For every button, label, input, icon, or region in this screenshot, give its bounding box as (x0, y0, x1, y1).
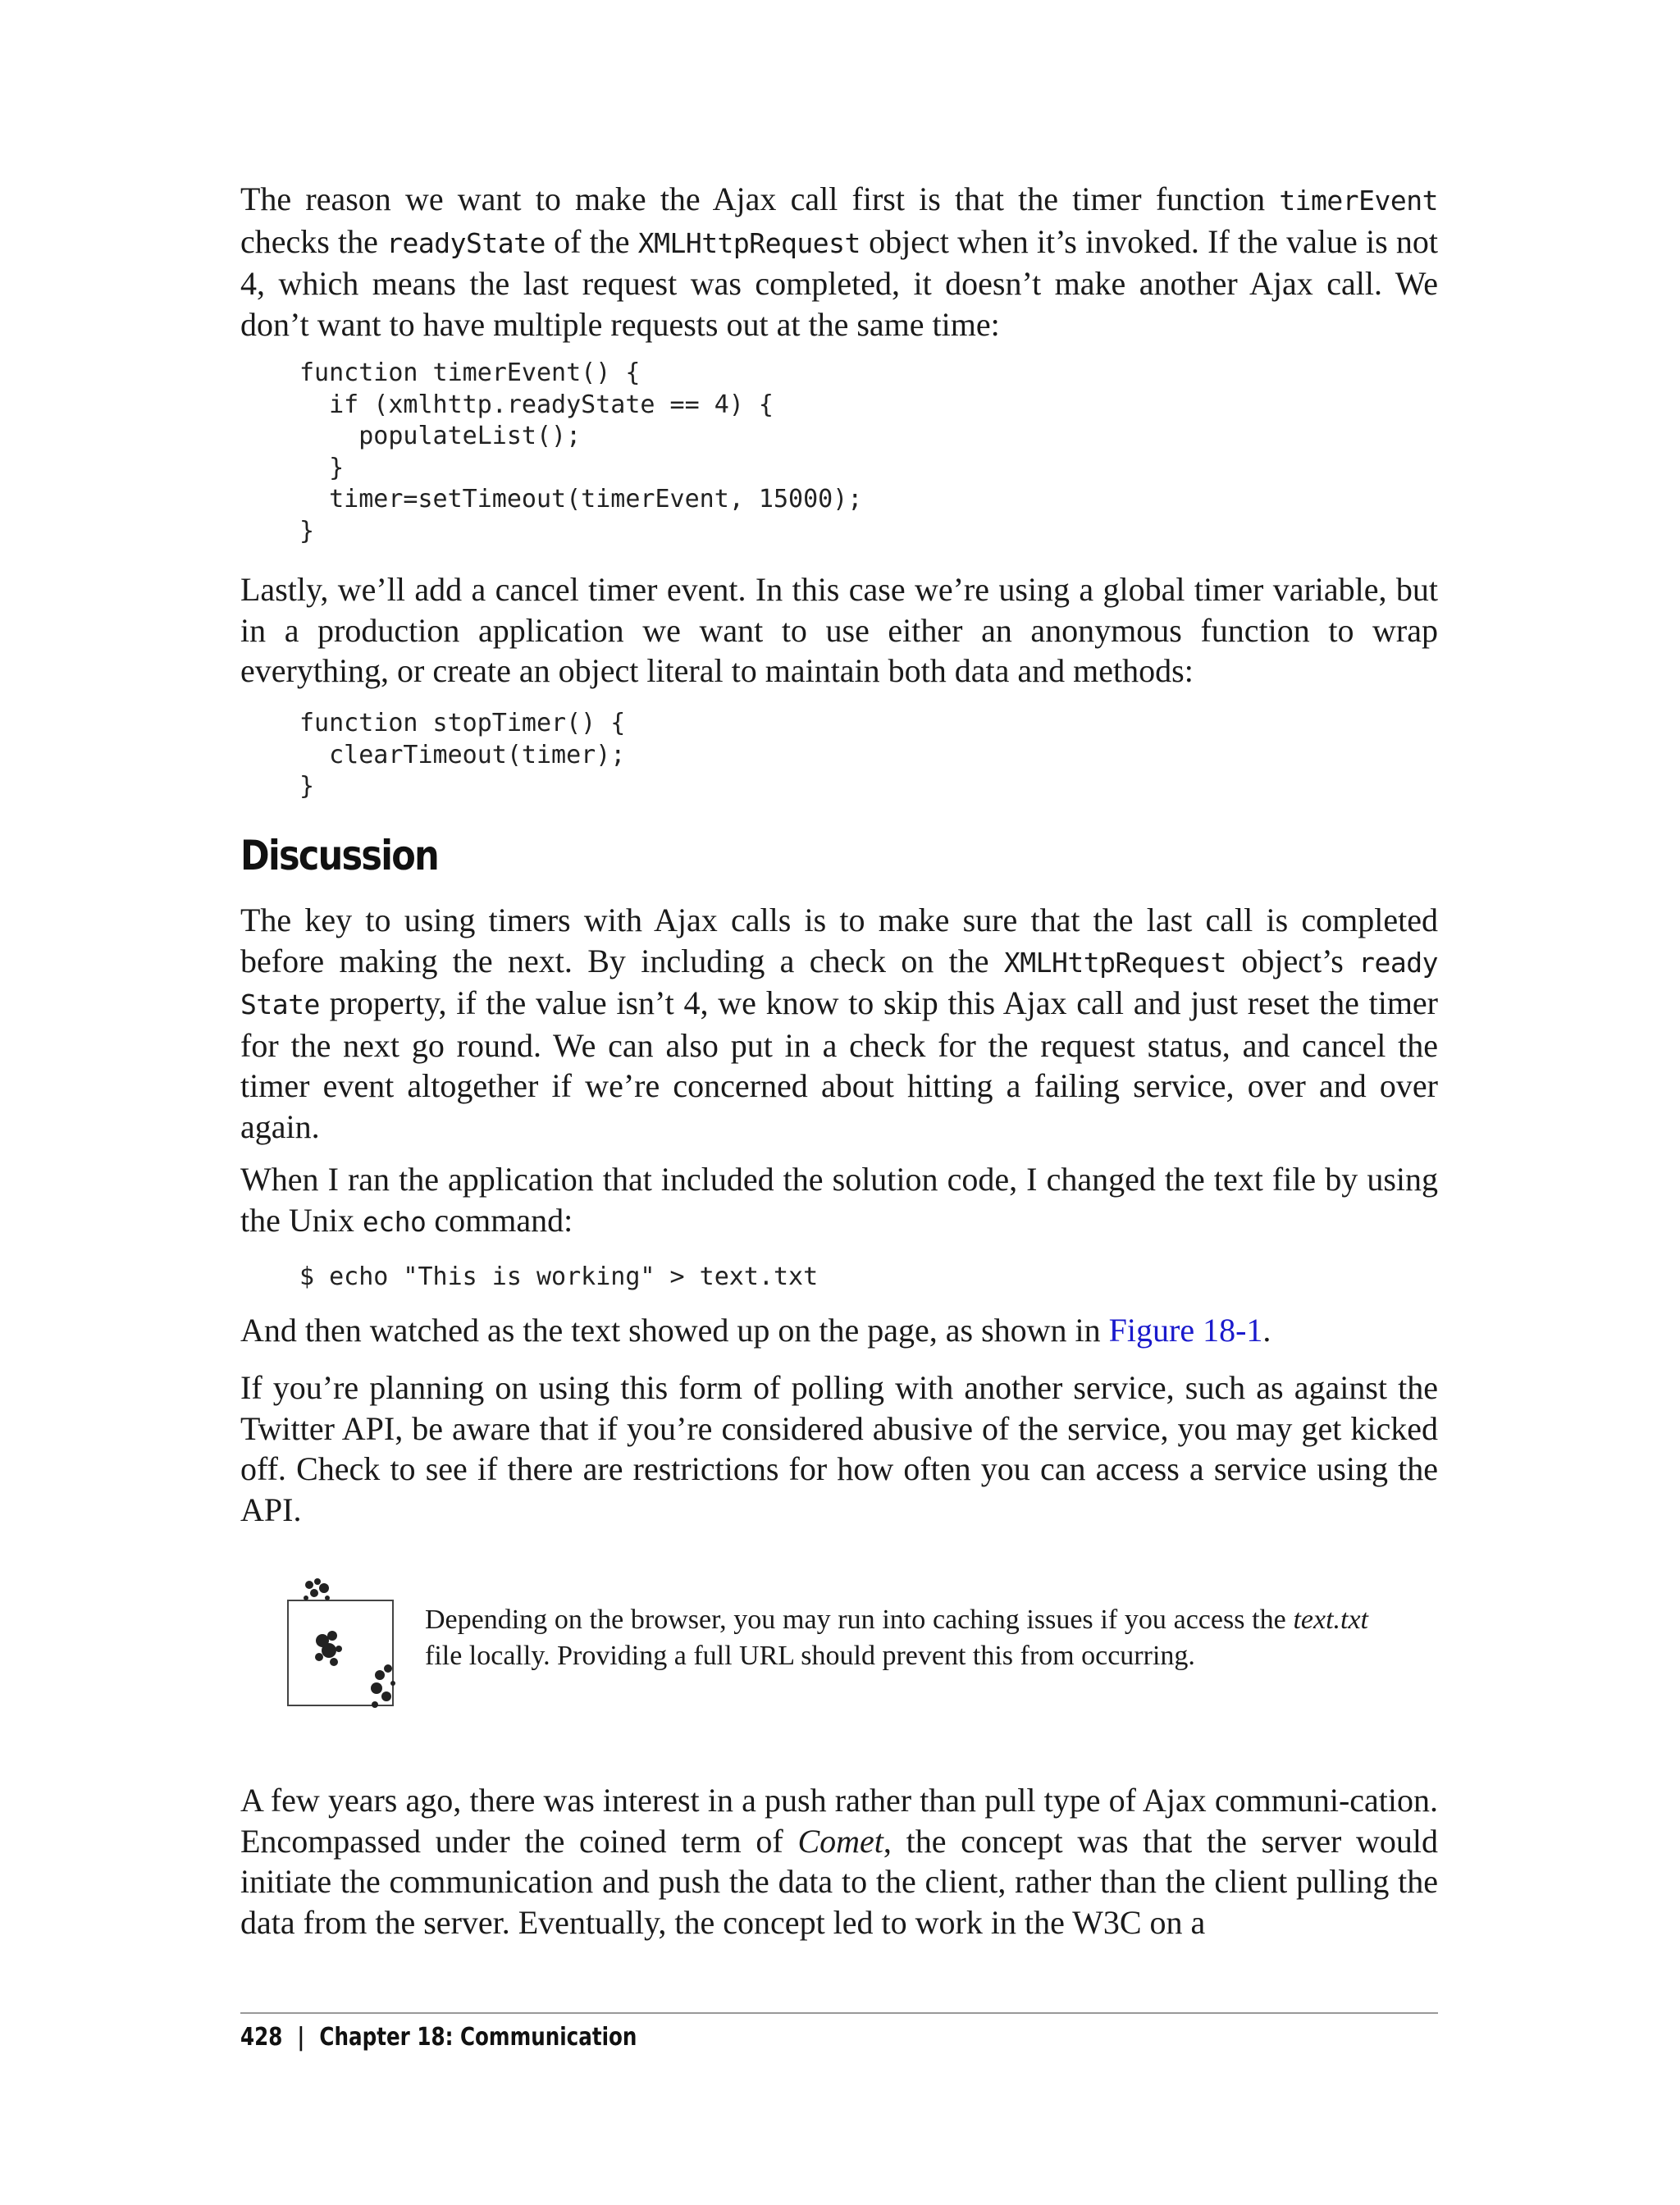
text: Depending on the browser, you may run into caching issues if you access the (425, 1605, 1294, 1635)
code-block-timer-event: function timerEvent() { if (xmlhttp.readyState == 4) { populateList(); } timer=setTimeout(timerEvent, 15000); } (299, 358, 863, 546)
emphasis: Comet (797, 1822, 883, 1860)
inline-code: XMLHttpRequest (1003, 946, 1227, 979)
code-block-echo: $ echo "This is working" > text.txt (299, 1262, 819, 1291)
text: object’s (1226, 942, 1359, 979)
text: A few years ago, there was interest in a push rather than pull type of Ajax communi-cation. Encompassed under the coined term of (240, 1782, 1438, 1860)
book-page (240, 0, 1438, 2205)
text: The key to using timers with Ajax calls is to make sure that the last call is completed before making the next. By including a check on the (240, 902, 1438, 979)
paragraph-figure-reference (240, 1310, 1438, 1351)
paragraph-cancel-timer: Lastly, we’ll add a cancel timer event. In this case we’re using a global timer variable, but in a production application we want to use either an anonymous function to wrap everything, or create an object literal to maintain both data and methods: (240, 571, 1438, 689)
text: checks the (240, 222, 387, 260)
text: , the concept was that the server would initiate the communication and push the data to the client, rather than the client pulling the data from the server. Eventually, the concept led to work in the W3C on a (240, 1822, 1439, 1941)
chapter-title: Chapter 18: Communication (319, 2023, 637, 2052)
paragraph-comet (240, 1780, 1438, 1942)
text: When I ran the application that included the solution code, I changed the text file by using the Unix (240, 1161, 1438, 1239)
section-heading-discussion: Discussion (240, 832, 439, 879)
inline-code: echo (362, 1205, 427, 1238)
figure-link[interactable]: Figure 18-1 (1108, 1312, 1263, 1349)
text: . (1262, 1312, 1271, 1349)
inline-code: XMLHttpRequest (637, 226, 861, 259)
text: property, if the value isn’t 4, we know to skip this Ajax call and just reset the timer for the next go round. We can also put in a check for the request status, and cancel the timer event altogether if we’re concerned about hitting a failing service, over and over again. (240, 984, 1438, 1145)
paragraph-discussion (240, 900, 1438, 1147)
inline-code: readyState (386, 226, 546, 259)
text: The reason we want to make the Ajax call first is that the timer function (240, 180, 1280, 217)
text: object when it’s invoked. If the value is not 4, which means the last request was completed, it doesn’t make another Ajax call. We don’t want to have multiple requests out at the same time: (240, 222, 1438, 343)
turkey-icon (291, 1573, 414, 1737)
code-block-stop-timer: function stopTimer() { clearTimeout(timer); } (299, 709, 626, 801)
footer-divider (240, 2012, 1438, 2014)
text: file locally. Providing a full URL should prevent this from occurring. (425, 1641, 1195, 1671)
text: And then watched as the text showed up on the page, as shown in (240, 1312, 1109, 1349)
text: command: (426, 1201, 573, 1239)
inline-code: timerEvent (1279, 185, 1438, 217)
page-number: 428 (240, 2023, 283, 2052)
page-footer (240, 2023, 637, 2052)
footer-separator: | (297, 2023, 305, 2052)
text: of the (545, 222, 638, 260)
note-text (425, 1602, 1368, 1674)
paragraph-echo-command (240, 1159, 1438, 1242)
emphasis: text.txt (1293, 1605, 1368, 1635)
inline-code: ready State (240, 946, 1438, 1020)
paragraph-timer-intro (240, 179, 1438, 345)
paragraph-polling-warning: If you’re planning on using this form of polling with another service, such as against the Twitter API, be aware that if you’re considered abusive of the service, you may get kicked off. Check to see if there are restrictions for how often you can access a service using the API. (240, 1369, 1438, 1528)
